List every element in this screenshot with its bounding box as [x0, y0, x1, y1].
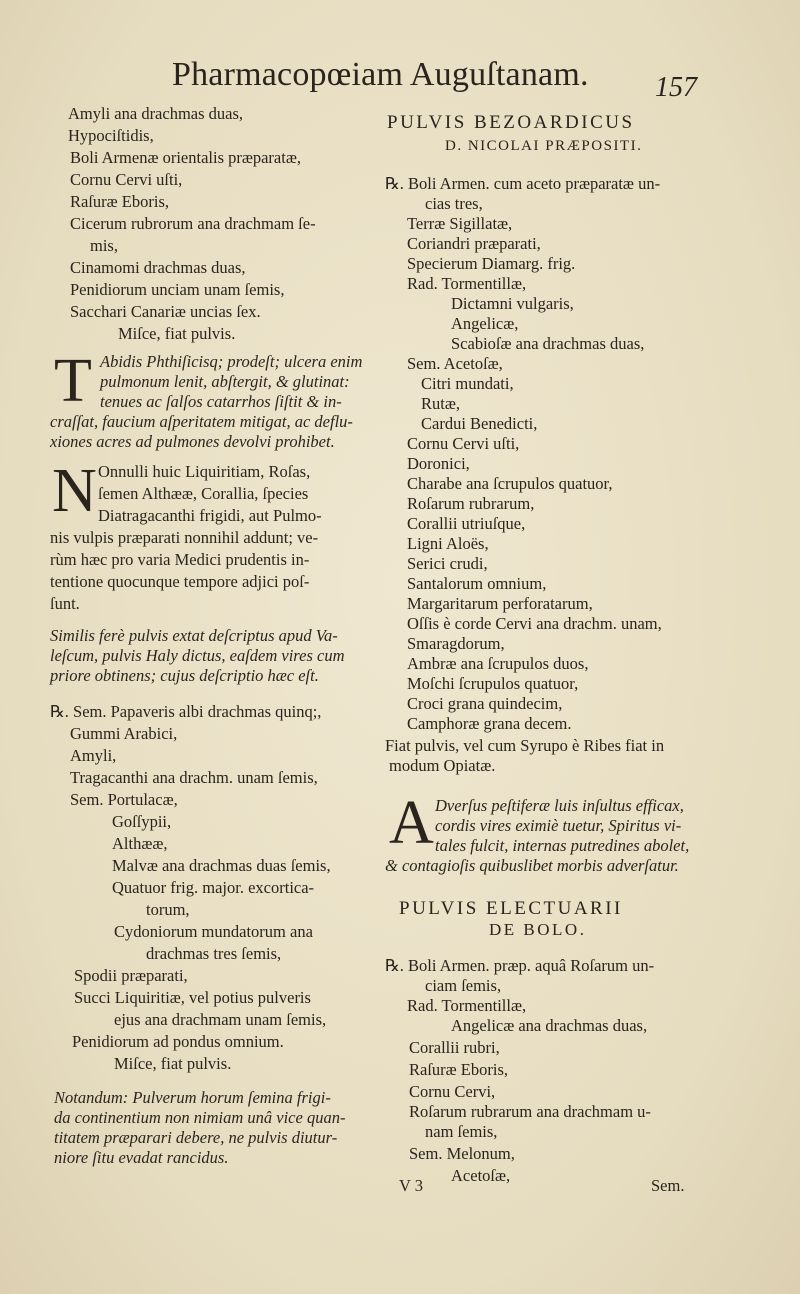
recipe-line: Penidiorum unciam unam ſemis, [70, 280, 285, 299]
recipe-line: Serici crudi, [407, 554, 488, 573]
recipe-line: Sem. Melonum, [409, 1144, 515, 1163]
note-line: pulmonum lenit, abſtergit, & glutinat: [100, 372, 350, 391]
recipe-line: Santalorum omnium, [407, 574, 547, 593]
recipe-line: Corallii rubri, [409, 1038, 500, 1057]
recipe-line: Oſſis è corde Cervi ana drachm. unam, [407, 614, 662, 633]
recipe-line: Roſarum rubrarum ana drachmam u- [409, 1102, 651, 1121]
note-line: Notandum: Pulverum horum ſemina frigi- [54, 1088, 331, 1107]
recipe-line: ℞. Sem. Papaveris albi drachmas quinq;, [50, 702, 322, 721]
recipe-line: Amyli, [70, 746, 117, 765]
recipe-line: Doronici, [407, 454, 470, 473]
section-heading: PULVIS ELECTUARII [399, 898, 623, 919]
recipe-line: ejus ana drachmam unam ſemis, [114, 1010, 327, 1029]
note-line: leſcum, pulvis Haly dictus, eaſdem vires cum [50, 646, 345, 665]
note-line: tentione quocunque tempore adjici poſ- [50, 572, 310, 591]
recipe-line: Rutæ, [421, 394, 460, 413]
note-line: tenues ac ſalſos catarrhos ſiſtit & in- [100, 392, 342, 411]
recipe-line: Acetoſæ, [451, 1166, 511, 1185]
recipe-line: Amyli ana drachmas duas, [68, 104, 244, 123]
recipe-line: Cardui Benedicti, [421, 414, 538, 433]
recipe-line: Smaragdorum, [407, 634, 505, 653]
note-line: nis vulpis præparati nonnihil addunt; ve- [50, 528, 319, 547]
recipe-line: Cinamomi drachmas duas, [70, 258, 246, 277]
recipe-line: Citri mundati, [421, 374, 514, 393]
recipe-line: Boli Armenæ orientalis præparatæ, [70, 148, 301, 167]
section-subheading: DE BOLO. [489, 920, 587, 939]
recipe-line: Fiat pulvis, vel cum Syrupo è Ribes fiat in [385, 736, 665, 755]
recipe-line: modum Opiatæ. [389, 756, 496, 775]
recipe-line: Hypociſtidis, [68, 126, 154, 145]
catchword: Sem. [651, 1176, 685, 1195]
recipe-line: cias tres, [425, 194, 483, 213]
note-line: ſunt. [50, 594, 80, 613]
note-line: titatem præparari debere, ne pulvis diutur- [54, 1128, 338, 1147]
running-header [0, 48, 800, 103]
recipe-line: Sem. Acetoſæ, [407, 354, 503, 373]
recipe-line: Miſce, fiat pulvis. [114, 1054, 232, 1073]
recipe-line: Tragacanthi ana drachm. unam ſemis, [70, 768, 318, 787]
recipe-line: Charabe ana ſcrupulos quatuor, [407, 474, 613, 493]
recipe-line: Goſſypii, [112, 812, 172, 831]
recipe-line: mis, [90, 236, 118, 255]
drop-capital: N [52, 457, 97, 525]
recipe-line: Succi Liquiritiæ, vel potius pulveris [74, 988, 311, 1007]
recipe-line: Angelicæ ana drachmas duas, [451, 1016, 648, 1035]
recipe-line: Spodii præparati, [74, 966, 188, 985]
recipe-line: Miſce, fiat pulvis. [118, 324, 236, 343]
note-line: Onnulli huic Liquiritiam, Roſas, [98, 462, 311, 481]
note-line: Diatragacanthi frigidi, aut Pulmo- [98, 506, 322, 525]
section-subheading: D. NICOLAI PRÆPOSITI. [445, 138, 643, 154]
recipe-line: Margaritarum perforatarum, [407, 594, 593, 613]
recipe-line: ℞. Boli Armen. cum aceto præparatæ un- [385, 174, 661, 193]
drop-capital: T [54, 347, 92, 415]
recipe-line: Croci grana quindecim, [407, 694, 563, 713]
recipe-line: Gummi Arabici, [70, 724, 178, 743]
recipe-line: Sem. Portulacæ, [70, 790, 178, 809]
recipe-line: Malvæ ana drachmas duas ſemis, [112, 856, 331, 875]
recipe-line: Ambræ ana ſcrupulos duos, [407, 654, 589, 673]
recipe-line: Moſchi ſcrupulos quatuor, [407, 674, 579, 693]
recipe-line: ciam ſemis, [425, 976, 502, 995]
recipe-line: Dictamni vulgaris, [451, 294, 574, 313]
recipe-line: Cornu Cervi, [409, 1082, 496, 1101]
note-line: da continentium non nimiam unâ vice quan- [54, 1108, 346, 1127]
recipe-line: Terræ Sigillatæ, [407, 214, 513, 233]
recipe-line: Rad. Tormentillæ, [407, 996, 527, 1015]
recipe-line: Coriandri præparati, [407, 234, 541, 253]
recipe-line: Raſuræ Eboris, [409, 1060, 508, 1079]
note-line: Similis ferè pulvis extat deſcriptus apud Va- [50, 626, 338, 645]
recipe-line: Roſarum rubrarum, [407, 494, 535, 513]
recipe-line: Cydoniorum mundatorum ana [114, 922, 313, 941]
recipe-line: Corallii utriuſque, [407, 514, 526, 533]
recipe-line: Cicerum rubrorum ana drachmam ſe- [70, 214, 316, 233]
recipe-line: torum, [146, 900, 190, 919]
recipe-line: Angelicæ, [451, 314, 519, 333]
note-line: priore obtinens; cujus deſcriptio hæc eſt. [50, 666, 319, 685]
recipe-line: ℞. Boli Armen. præp. aquâ Roſarum un- [385, 956, 655, 975]
note-line: cordis vires eximiè tuetur, Spiritus vi- [435, 816, 682, 835]
recipe-line: Specierum Diamarg. frig. [407, 254, 576, 273]
note-line: xiones acres ad pulmones devolvi prohibet. [50, 432, 335, 451]
recipe-line: Camphoræ grana decem. [407, 714, 572, 733]
recipe-line: Penidiorum ad pondus omnium. [72, 1032, 284, 1051]
note-line: niore ſitu evadat rancidus. [54, 1148, 229, 1167]
page-number: 157 [655, 72, 697, 103]
recipe-line: nam ſemis, [425, 1122, 498, 1141]
note-line: & contagioſis quibuslibet morbis adverſatur. [385, 856, 679, 875]
running-title: Pharmacopœiam Auguſtanam. [172, 56, 589, 93]
recipe-line: Rad. Tormentillæ, [407, 274, 527, 293]
drop-capital: A [389, 789, 434, 857]
note-line: Abidis Phthiſicisq; prodeſt; ulcera enim [100, 352, 363, 371]
recipe-line: Cornu Cervi uſti, [407, 434, 520, 453]
recipe-line: Quatuor frig. major. excortica- [112, 878, 315, 897]
note-line: rùm hæc pro varia Medici prudentis in- [50, 550, 310, 569]
signature-mark: V 3 [399, 1176, 423, 1195]
recipe-line: drachmas tres ſemis, [146, 944, 282, 963]
recipe-line: Scabioſæ ana drachmas duas, [451, 334, 645, 353]
note-line: tales fulcit, internas putredines abolet, [435, 836, 690, 855]
recipe-line: Sacchari Canariæ uncias ſex. [70, 302, 261, 321]
note-line: Dverſus peſtiferæ luis inſultus efficax, [435, 796, 684, 815]
note-line: craſſat, faucium aſperitatem mitigat, ac deflu- [50, 412, 353, 431]
section-heading: PULVIS BEZOARDICUS [387, 112, 635, 133]
recipe-line: Cornu Cervi uſti, [70, 170, 183, 189]
recipe-line: Althææ, [112, 834, 168, 853]
recipe-line: Raſuræ Eboris, [70, 192, 169, 211]
note-line: ſemen Althææ, Corallia, ſpecies [98, 484, 309, 503]
recipe-line: Ligni Aloës, [407, 534, 489, 553]
